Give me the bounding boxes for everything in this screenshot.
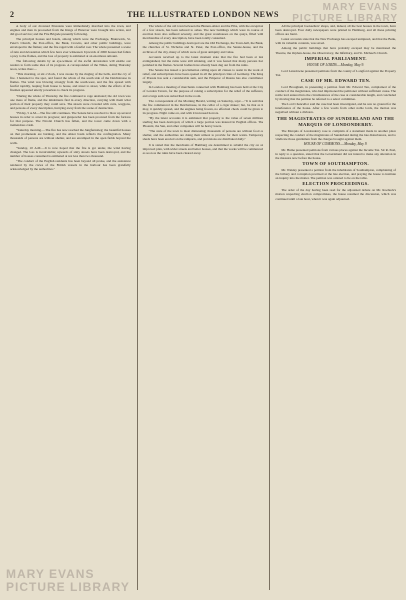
article-paragraph: Latest accounts state that the New Exchange has escaped uninjured, and that the Bank, with its valuable contents, was saved. [275,37,397,46]
article-paragraph: The correspondent of the Morning Herald, writing on Saturday, says:—"It is said that the fire commenced in the Deichstrasse, in the cellar of a cigar maker; but, be that as it may, it quickly spread, and the engines being frozen, no effectual check could be given to its progress. Night came on, and with it increased horrors. [142,98,264,115]
section-headline: THE MAGISTRATES OF SUNDERLAND AND THE MARQUIS OF LONDONDERRY. [276,115,395,127]
article-paragraph: Lord Lansdowne presented petitions from the county of Longford against the Property Tax. [275,68,397,77]
article-paragraph: "By the latest accounts it is estimated that property to the value of seven millions sterling has been destroyed, of which a large portion was insured in English offices. The Phoenix, the Sun, and other companies will be heavy losers. [142,115,264,129]
article-paragraph: Accounts received up to the latest moment state that the fire had been at last extinguished, but the ruins were still smoking, and it was feared that many persons had perished in the flames. Several bodies have already been dug out from the ruins. [142,54,264,67]
section-headline: IMPERIAL PARLIAMENT. [304,55,367,61]
article-paragraph: A body of our drowned Prussians were immediately marched into the town, and engines and men in proceeded from the Kings of Hanover were brought into action, and did good service; and the Fire Brigade presently following. [10,24,131,37]
article-paragraph: "Friday, 5 A.M.—The fire still continues. The Senate have resolved to blow up several houses in order to arrest its progress; and gunpowder has been procured from the fortress for that purpose. The Nicolai Church has fallen, and the tower came down with a tremendous crash. [10,110,131,128]
article-paragraph: The Lord Chancellor said the case had been investigated, and he saw no ground for the interference of the house. After a few words from other noble lords, the motion was negatived without a division. [275,102,397,115]
article-paragraph: It is stated that the merchants of Hamburg are determined to rebuild the city on an improved plan, with wider streets and better houses, and that the works will be commenced as soon as the ruins have been cleared away. [142,142,264,155]
column-2 [137,24,264,590]
article-paragraph: Lord Brougham, in presenting a petition from Mr. Edward Ten, complained of the conduct of the magistrates, who had imprisoned the petitioner without sufficient cause. The noble lord entered into the circumstances of the case at considerable length, and concluded by moving that the petition be referred to a select committee. [275,84,397,102]
page-number: 2 [10,10,15,19]
article-paragraph: Among the public buildings destroyed are the Old Exchange, the Town-hall, the Bank, the churches of St. Nicholas and St. Peter, the Post-office, the Senate-house, and the archives of the city, many of which were of great antiquity and value. [142,41,264,54]
section-subhead: HOUSE OF COMMONS.—Monday, May 9. [303,141,368,146]
watermark-logo-bottom: MARY EVANS PICTURE LIBRARY [6,567,130,594]
watermark-logo-top: MARY EVANS PICTURE LIBRARY [292,2,398,24]
section-headline: TOWN OF SOUTHAMPTON. [302,161,369,167]
article-paragraph: The Senate has issued a proclamation calling upon all classes to assist in the work of relief, and subscriptions have been opened in all the principal cities of Germany. The King of Prussia has sent a considerable sum, and the Emperor of Russia has also contributed largely. [142,67,264,85]
section-subhead: HOUSE OF LORDS.—Monday, May 9. [307,62,365,67]
article-paragraph: "Sunday, 10 A.M.—It is now hoped that the fire is got under, the wind having changed. The loss is incalculable; upwards of sixty streets have been destroyed, and the number of houses consumed is estimated at not less than two thousand. [10,145,131,158]
article-paragraph: "During the whole of Thursday the fire continued to rage unabated; the old town was one mass of flame, and the inhabitants fled in every direction, carrying with them what portion of their property they could save. The streets were crowded with carts, waggons, and persons of every description, hurrying away from the scene of destruction. [10,93,131,110]
article-paragraph: In London a meeting of merchants connected with Hamburg has been held at the City of London Tavern, for the purpose of raising a subscription for the relief of the sufferers, and a large sum was subscribed in the room. [142,85,264,98]
article-paragraph: All the principal booksellers' shops, and, indeed, all the best houses in the town, have been destroyed. Four daily newspapers were printed in Hamburg, and all these printing offices are burnt. [275,24,397,37]
article-paragraph: Mr. Hume presented petitions from various places against the Income Tax. Sir R. Peel, in reply to a question, stated that the Government did not intend to make any alteration in the measure now before the house. [275,147,397,160]
masthead-title: THE ILLUSTRATED LONDON NEWS [127,10,279,19]
article-paragraph: The following details by an eye-witness of the awful devastation will enable our readers to form some idea of its progress. A correspondent of the Times, dating Thursday noon, writes thus:— [10,58,131,71]
article-paragraph: Mr. Wakley presented a petition from the inhabitants of Southampton, complaining of the bribery and corruption practised at the late election, and praying the house to institute an inquiry into the matter. The petition was ordered to lie on the table. [275,168,397,181]
article-paragraph: "This morning, at six o'clock, I was awoke by the ringing of the bells, and the cry of fire. I hastened to the spot, and found the whole of the south side of the Deichstrasse in flames. The wind was blowing strongly from the south-west, and the fire spread with fearful rapidity, leaping from house to house, and street to street, while the efforts of the firemen appeared utterly powerless to check its progress. [10,72,131,93]
article-paragraph: The order of the day having been read for the adjourned debate on Mr. Roebuck's motion respecting election compromises, the house resumed the discussion, which was continued until a late hour, when it was again adjourned. [275,188,397,201]
article-paragraph: The principal houses and hotels, among which were the Exchange, Brunswick, St. Peter's Church, the Post-office, the Bank, Crowns, and other public buildings, were enveloped in the flames; and the fire raged with a fearful roar. The whole presented a scene of ruin and devastation which few have ever witnessed. Upwards of 2000 houses had fallen a prey to the flames, and the loss of property is estimated at an enormous amount. [10,37,131,58]
article-paragraph: "The conduct of the English residents has been beyond all praise, and the assistance rendered by the crews of the British vessels in the harbour has been gratefully acknowledged by the authorities." [10,158,131,172]
section-headline: ELECTION PROCEEDINGS. [302,181,369,187]
column-3 [269,24,396,590]
article-paragraph: The whole of the old town between the Binnen-Alster and the Elbe, with the exception of a few streets, has been reduced to ashes. The new buildings which were in course of erection have also suffered severely, and the great warehouses on the quays, filled with merchandise of every description, have been totally consumed. [142,24,264,41]
article-paragraph: The Marquis of Londonderry rose to complain of a statement made in another place respecting the conduct of the magistrates of Sunderland during the late disturbances, and to vindicate those gentlemen from the charges brought against them. [275,128,397,141]
column-1 [10,24,131,590]
article-paragraph: "The state of the town is most distressing; thousands of persons are without food or shelter, and the authorities are doing their utmost to provide for their wants. Temporary sheds have been erected on the ramparts, and provisions are distributed daily." [142,129,264,142]
article-paragraph: "Saturday morning.—The fire has now reached the Jungfernstieg; the beautiful houses on that promenade are burning, and the Alster basin reflects the conflagration. Many thousands of persons are without shelter, and are encamped in the open fields beyond the walls. [10,128,131,145]
article-columns [10,24,396,590]
section-headline: CASE OF MR. EDWARD TEN. [300,77,371,83]
article-paragraph: Among the public buildings that have probably escaped may be mentioned the Theatre, the Orphan-house, the Observatory, the Infirmary, and St. Michael's Church. [275,46,397,55]
